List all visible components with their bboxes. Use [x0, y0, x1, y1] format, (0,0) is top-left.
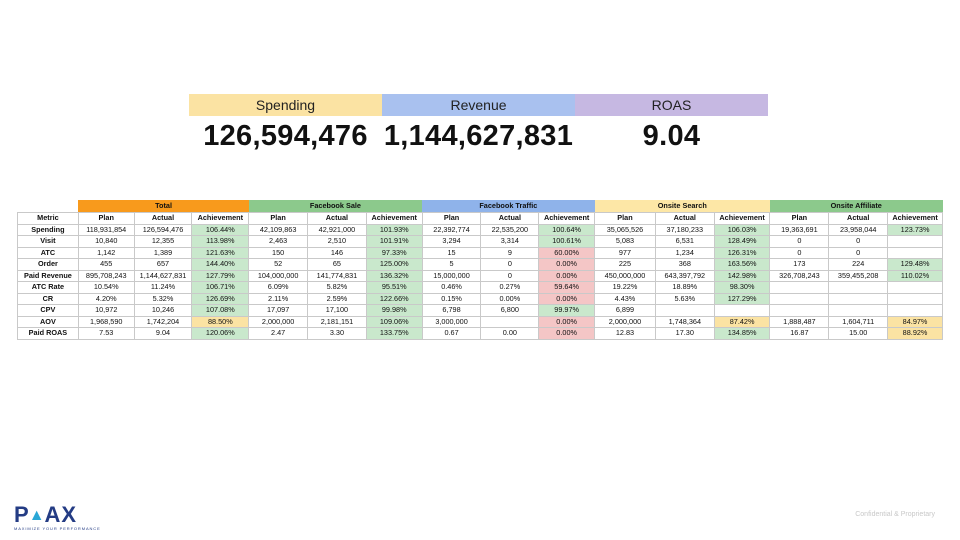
- achievement-cell: 100.64%: [539, 224, 595, 236]
- plan-cell: 19.22%: [595, 282, 656, 294]
- achievement-cell: 110.02%: [888, 270, 943, 282]
- actual-cell: 2,510: [308, 236, 367, 248]
- metric-cell: AOV: [18, 316, 79, 328]
- plan-cell: 17,097: [249, 305, 308, 317]
- achievement-cell: 60.00%: [539, 247, 595, 259]
- achievement-cell: 120.06%: [192, 328, 249, 340]
- achievement-cell: 88.92%: [888, 328, 943, 340]
- plan-cell: 104,000,000: [249, 270, 308, 282]
- actual-cell: 2,181,151: [308, 316, 367, 328]
- plan-cell: 225: [595, 259, 656, 271]
- plan-cell: 895,708,243: [78, 270, 134, 282]
- plan-cell: 3,294: [422, 236, 481, 248]
- actual-cell: [655, 305, 714, 317]
- plan-cell: 42,109,863: [249, 224, 308, 236]
- plan-cell: [770, 282, 829, 294]
- table-row: [18, 247, 943, 259]
- actual-cell: 1,234: [655, 247, 714, 259]
- achievement-cell: 121.63%: [192, 247, 249, 259]
- achievement-cell: 128.49%: [714, 236, 770, 248]
- actual-cell: 17,100: [308, 305, 367, 317]
- plan-cell: 15,000,000: [422, 270, 481, 282]
- plan-cell: 2.47: [249, 328, 308, 340]
- plan-cell: 12.83: [595, 328, 656, 340]
- table-row: [18, 224, 943, 236]
- achievement-cell: 142.98%: [714, 270, 770, 282]
- pmax-logo: [14, 502, 101, 531]
- plan-cell: 0.67: [422, 328, 481, 340]
- achievement-cell: 123.73%: [888, 224, 943, 236]
- plan-cell: 1,968,590: [78, 316, 134, 328]
- actual-cell: 6,800: [481, 305, 539, 317]
- actual-cell: 0: [481, 270, 539, 282]
- actual-cell: 0: [481, 259, 539, 271]
- achievement-cell: [888, 247, 943, 259]
- kpi-label-revenue: Revenue: [382, 94, 575, 116]
- achievement-cell: [714, 305, 770, 317]
- metric-cell: Order: [18, 259, 79, 271]
- actual-cell: 5.63%: [655, 293, 714, 305]
- achievement-cell: 97.33%: [366, 247, 422, 259]
- plan-cell: 19,363,691: [770, 224, 829, 236]
- achievement-cell: 99.98%: [366, 305, 422, 317]
- kpi-value-spending: 126,594,476: [203, 119, 368, 152]
- achievement-cell: 59.64%: [539, 282, 595, 294]
- metric-cell: Visit: [18, 236, 79, 248]
- logo-wordmark: [14, 502, 101, 527]
- kpi-label-spending: Spending: [189, 94, 382, 116]
- achievement-cell: 87.42%: [714, 316, 770, 328]
- actual-cell: 141,774,831: [308, 270, 367, 282]
- column-header: Plan: [422, 213, 481, 225]
- plan-cell: 326,708,243: [770, 270, 829, 282]
- column-header: Achievement: [539, 213, 595, 225]
- group-header-onsite-search: Onsite Search: [595, 200, 770, 213]
- column-header: Actual: [655, 213, 714, 225]
- plan-cell: 2,000,000: [249, 316, 308, 328]
- achievement-cell: 106.71%: [192, 282, 249, 294]
- actual-cell: 224: [829, 259, 888, 271]
- group-header-facebook-traffic: Facebook Traffic: [422, 200, 594, 213]
- group-header-row: [18, 200, 943, 213]
- achievement-cell: 106.44%: [192, 224, 249, 236]
- table-row: [18, 259, 943, 271]
- plan-cell: 455: [78, 259, 134, 271]
- column-header: Plan: [595, 213, 656, 225]
- plan-cell: 6.09%: [249, 282, 308, 294]
- plan-cell: 1,142: [78, 247, 134, 259]
- actual-cell: 0.27%: [481, 282, 539, 294]
- plan-cell: 10,840: [78, 236, 134, 248]
- metric-cell: Paid Revenue: [18, 270, 79, 282]
- plan-cell: 2,000,000: [595, 316, 656, 328]
- plan-cell: 4.43%: [595, 293, 656, 305]
- metric-cell: ATC Rate: [18, 282, 79, 294]
- metric-cell: Paid ROAS: [18, 328, 79, 340]
- achievement-cell: 84.97%: [888, 316, 943, 328]
- actual-cell: 17.30: [655, 328, 714, 340]
- actual-cell: 11.24%: [134, 282, 192, 294]
- plan-cell: 977: [595, 247, 656, 259]
- achievement-cell: 109.06%: [366, 316, 422, 328]
- achievement-cell: 134.85%: [714, 328, 770, 340]
- logo-arrow-icon: ▲: [28, 507, 46, 524]
- achievement-cell: 106.03%: [714, 224, 770, 236]
- actual-cell: 1,144,627,831: [134, 270, 192, 282]
- plan-cell: 3,000,000: [422, 316, 481, 328]
- achievement-cell: [888, 305, 943, 317]
- plan-cell: 15: [422, 247, 481, 259]
- actual-cell: 146: [308, 247, 367, 259]
- group-header-blank: [18, 200, 79, 213]
- actual-cell: [829, 282, 888, 294]
- achievement-cell: 127.79%: [192, 270, 249, 282]
- table-row: [18, 305, 943, 317]
- actual-cell: 657: [134, 259, 192, 271]
- achievement-cell: 122.66%: [366, 293, 422, 305]
- kpi-value-revenue: 1,144,627,831: [383, 119, 574, 152]
- column-header: Plan: [249, 213, 308, 225]
- actual-cell: 42,921,000: [308, 224, 367, 236]
- actual-cell: 10,246: [134, 305, 192, 317]
- actual-cell: 37,180,233: [655, 224, 714, 236]
- actual-cell: 3,314: [481, 236, 539, 248]
- achievement-cell: 127.29%: [714, 293, 770, 305]
- plan-cell: 450,000,000: [595, 270, 656, 282]
- actual-cell: [829, 293, 888, 305]
- achievement-cell: 0.00%: [539, 316, 595, 328]
- plan-cell: 150: [249, 247, 308, 259]
- plan-cell: [770, 293, 829, 305]
- column-header-row: [18, 213, 943, 225]
- table-row: [18, 328, 943, 340]
- plan-cell: 173: [770, 259, 829, 271]
- achievement-cell: 0.00%: [539, 270, 595, 282]
- logo-word-right: AX: [44, 502, 78, 527]
- table-row: [18, 236, 943, 248]
- plan-cell: 22,392,774: [422, 224, 481, 236]
- plan-cell: 6,798: [422, 305, 481, 317]
- metric-cell: ATC: [18, 247, 79, 259]
- actual-cell: 3.30: [308, 328, 367, 340]
- actual-cell: 9.04: [134, 328, 192, 340]
- plan-cell: 2.11%: [249, 293, 308, 305]
- actual-cell: 0: [829, 236, 888, 248]
- achievement-cell: 163.56%: [714, 259, 770, 271]
- plan-cell: 10,972: [78, 305, 134, 317]
- column-header: Actual: [829, 213, 888, 225]
- achievement-cell: 136.32%: [366, 270, 422, 282]
- actual-cell: 1,389: [134, 247, 192, 259]
- plan-cell: 0: [770, 236, 829, 248]
- achievement-cell: 95.51%: [366, 282, 422, 294]
- logo-tagline: MAXIMIZE YOUR PERFORMANCE: [14, 526, 101, 531]
- actual-cell: 15.00: [829, 328, 888, 340]
- column-header: Achievement: [888, 213, 943, 225]
- achievement-cell: 144.40%: [192, 259, 249, 271]
- actual-cell: 5.32%: [134, 293, 192, 305]
- metric-cell: CPV: [18, 305, 79, 317]
- achievement-cell: 113.98%: [192, 236, 249, 248]
- actual-cell: 0.00: [481, 328, 539, 340]
- plan-cell: 0: [770, 247, 829, 259]
- plan-cell: 35,065,526: [595, 224, 656, 236]
- actual-cell: 0: [829, 247, 888, 259]
- plan-cell: 5,083: [595, 236, 656, 248]
- achievement-cell: 0.00%: [539, 259, 595, 271]
- achievement-cell: 99.97%: [539, 305, 595, 317]
- group-header-onsite-affiliate: Onsite Affiliate: [770, 200, 943, 213]
- table-row: [18, 293, 943, 305]
- group-header-total: Total: [78, 200, 248, 213]
- achievement-cell: 0.00%: [539, 293, 595, 305]
- actual-cell: 12,355: [134, 236, 192, 248]
- metric-cell: CR: [18, 293, 79, 305]
- actual-cell: 22,535,200: [481, 224, 539, 236]
- column-header: Actual: [134, 213, 192, 225]
- plan-cell: 0.46%: [422, 282, 481, 294]
- column-header: Actual: [481, 213, 539, 225]
- actual-cell: [829, 305, 888, 317]
- plan-cell: 16.87: [770, 328, 829, 340]
- actual-cell: 9: [481, 247, 539, 259]
- logo-word-left: P: [14, 502, 30, 527]
- achievement-cell: 0.00%: [539, 328, 595, 340]
- table-body: [18, 224, 943, 339]
- achievement-cell: 101.93%: [366, 224, 422, 236]
- column-header: Achievement: [714, 213, 770, 225]
- kpi-header-bar: [189, 94, 768, 116]
- actual-cell: 1,748,364: [655, 316, 714, 328]
- actual-cell: 359,455,208: [829, 270, 888, 282]
- column-header: Actual: [308, 213, 367, 225]
- table-row: [18, 316, 943, 328]
- achievement-cell: [888, 293, 943, 305]
- plan-cell: 2,463: [249, 236, 308, 248]
- actual-cell: 126,594,476: [134, 224, 192, 236]
- plan-cell: 7.53: [78, 328, 134, 340]
- confidential-footer: Confidential & Proprietary: [855, 511, 935, 518]
- actual-cell: 1,604,711: [829, 316, 888, 328]
- column-header: Plan: [770, 213, 829, 225]
- actual-cell: 368: [655, 259, 714, 271]
- achievement-cell: 125.00%: [366, 259, 422, 271]
- column-header: Achievement: [192, 213, 249, 225]
- group-header-facebook-sale: Facebook Sale: [249, 200, 422, 213]
- achievement-cell: 100.61%: [539, 236, 595, 248]
- metric-cell: Spending: [18, 224, 79, 236]
- plan-cell: 6,899: [595, 305, 656, 317]
- achievement-cell: 133.75%: [366, 328, 422, 340]
- plan-cell: 5: [422, 259, 481, 271]
- plan-cell: [770, 305, 829, 317]
- actual-cell: 0.00%: [481, 293, 539, 305]
- column-header: Plan: [78, 213, 134, 225]
- plan-cell: 10.54%: [78, 282, 134, 294]
- actual-cell: 18.89%: [655, 282, 714, 294]
- plan-cell: 1,888,487: [770, 316, 829, 328]
- achievement-cell: [888, 282, 943, 294]
- plan-cell: 118,931,854: [78, 224, 134, 236]
- performance-table: [17, 200, 943, 340]
- table-row: [18, 270, 943, 282]
- achievement-cell: 98.30%: [714, 282, 770, 294]
- actual-cell: 6,531: [655, 236, 714, 248]
- actual-cell: [481, 316, 539, 328]
- actual-cell: 1,742,204: [134, 316, 192, 328]
- actual-cell: 643,397,792: [655, 270, 714, 282]
- plan-cell: 4.20%: [78, 293, 134, 305]
- kpi-value-roas: 9.04: [642, 119, 701, 152]
- plan-cell: 0.15%: [422, 293, 481, 305]
- achievement-cell: 129.48%: [888, 259, 943, 271]
- achievement-cell: [888, 236, 943, 248]
- actual-cell: 2.59%: [308, 293, 367, 305]
- achievement-cell: 88.50%: [192, 316, 249, 328]
- actual-cell: 23,958,044: [829, 224, 888, 236]
- kpi-label-roas: ROAS: [575, 94, 768, 116]
- achievement-cell: 126.31%: [714, 247, 770, 259]
- achievement-cell: 107.08%: [192, 305, 249, 317]
- actual-cell: 5.82%: [308, 282, 367, 294]
- table-row: [18, 282, 943, 294]
- column-header: Metric: [18, 213, 79, 225]
- column-header: Achievement: [366, 213, 422, 225]
- achievement-cell: 101.91%: [366, 236, 422, 248]
- plan-cell: 52: [249, 259, 308, 271]
- kpi-value-bar: [189, 116, 768, 156]
- achievement-cell: 126.69%: [192, 293, 249, 305]
- actual-cell: 65: [308, 259, 367, 271]
